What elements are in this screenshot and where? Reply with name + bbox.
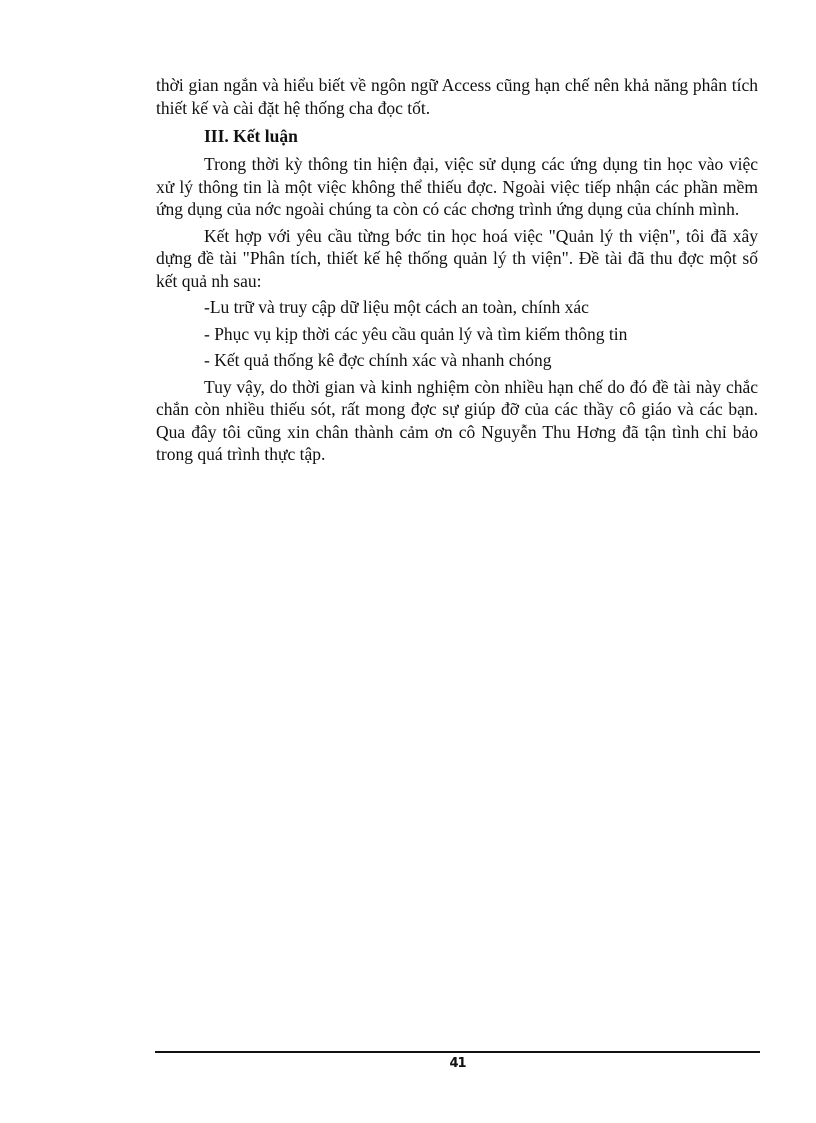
page-body [156, 74, 758, 470]
result-item: - Phục vụ kịp thời các yêu cầu quản lý và tìm kiếm thông tin [204, 323, 628, 344]
footer-divider [155, 1051, 760, 1053]
continued-paragraph: thời gian ngắn và hiểu biết về ngôn ngữ Access cũng hạn chế nên khả năng phân tích thiết kế và cài đặt hệ thống cha đọc tốt. [156, 75, 758, 118]
section-heading: III. Kết luận [204, 126, 298, 146]
result-item: -Lu trữ và truy cập dữ liệu một cách an toàn, chính xác [204, 297, 589, 317]
conclusion-paragraph-3: Tuy vậy, do thời gian và kinh nghiệm còn nhiều hạn chế do đó đề tài này chắc chắn còn nhiều thiếu sót, rất mong đợc sự giúp đỡ của các thầy cô giáo và các bạn. Qua đây tôi cũng xin chân thành cảm ơn cô Nguyễn Thu Hơng đã tận tình chỉ bảo trong quá trình thực tập. [156, 376, 758, 464]
page-number: 41 [449, 1056, 466, 1071]
conclusion-paragraph-1: Trong thời kỳ thông tin hiện đại, việc sử dụng các ứng dụng tin học vào việc xử lý thông tin là một việc không thể thiếu đợc. Ngoài việc tiếp nhận các phần mềm ứng dụng của nớc ngoài chúng ta còn có các chơng trình ứng dụng của chính mình. [156, 154, 758, 219]
result-item: - Kết quả thống kê đợc chính xác và nhanh chóng [204, 350, 552, 370]
conclusion-paragraph-2: Kết hợp với yêu cầu từng bớc tin học hoá việc "Quản lý th viện", tôi đã xây dựng đề tài "Phân tích, thiết kế hệ thống quản lý th viện". Đề tài đã thu đợc một số kết quả nh sau: [156, 225, 758, 291]
